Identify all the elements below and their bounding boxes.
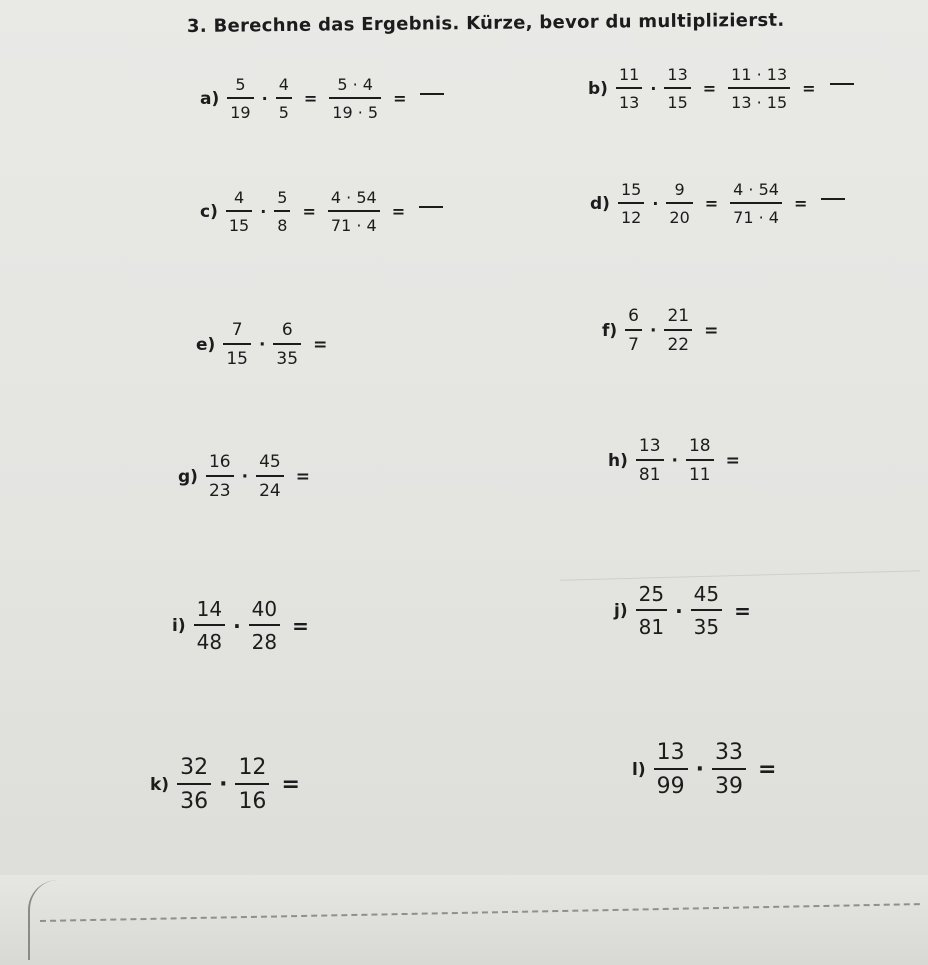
exercise-g (178, 452, 320, 501)
times-sign: · (650, 320, 657, 341)
denominator: 15 (223, 343, 251, 369)
fraction (666, 180, 692, 227)
denominator: 23 (206, 475, 234, 501)
fraction (664, 65, 690, 112)
expanded-fraction (728, 65, 790, 112)
denominator: 71 · 4 (328, 210, 380, 235)
numerator: 4 · 54 (733, 180, 779, 199)
answer-blank[interactable] (419, 206, 443, 208)
denominator: 15 (226, 210, 252, 235)
times-sign: · (241, 466, 249, 487)
numerator: 16 (208, 452, 231, 472)
equals-sign: = (704, 320, 719, 341)
exercise-f (602, 306, 728, 355)
paper-crease (560, 570, 920, 580)
numerator: 11 (618, 65, 640, 84)
fraction (686, 436, 714, 485)
numerator: 40 (251, 597, 278, 621)
numerator: 25 (638, 582, 665, 606)
fraction (177, 755, 211, 814)
numerator: 18 (688, 436, 711, 456)
numerator: 9 (674, 180, 685, 199)
exercise-l (632, 740, 786, 799)
fraction (636, 582, 667, 639)
denominator: 13 (616, 87, 642, 112)
exercise-label: d) (590, 193, 610, 214)
times-sign: · (650, 79, 657, 98)
exercise-label: b) (588, 78, 608, 99)
denominator: 35 (273, 343, 301, 369)
numerator: 6 (281, 320, 293, 340)
equals-sign: = (391, 202, 406, 221)
denominator: 19 · 5 (329, 97, 381, 122)
numerator: 12 (238, 755, 267, 780)
exercise-d (590, 180, 845, 227)
fraction (616, 65, 642, 112)
denominator: 8 (274, 210, 290, 235)
numerator: 45 (693, 582, 720, 606)
numerator: 33 (714, 740, 743, 765)
equals-sign: = (281, 772, 300, 797)
denominator: 48 (194, 624, 225, 654)
denominator: 39 (712, 768, 746, 799)
times-sign: · (695, 757, 704, 782)
fraction (273, 320, 301, 369)
equals-sign: = (725, 450, 740, 471)
numerator: 6 (628, 306, 639, 326)
exercise-label: l) (632, 759, 646, 780)
times-sign: · (671, 450, 678, 471)
equals-sign: = (734, 598, 751, 623)
denominator: 20 (666, 202, 692, 227)
denominator: 36 (177, 783, 211, 814)
fraction (654, 740, 688, 799)
exercise-a (200, 75, 444, 122)
times-sign: · (652, 194, 659, 213)
fraction (227, 75, 253, 122)
equals-sign: = (757, 757, 777, 782)
times-sign: · (258, 334, 266, 355)
denominator: 12 (618, 202, 644, 227)
numerator: 4 (278, 75, 289, 94)
fraction (691, 582, 722, 639)
fraction (194, 597, 225, 654)
denominator: 15 (664, 87, 690, 112)
fraction (235, 755, 269, 814)
denominator: 19 (227, 97, 253, 122)
exercise-label: h) (608, 450, 628, 471)
exercise-k (150, 755, 310, 814)
denominator: 5 (276, 97, 292, 122)
equals-sign: = (702, 79, 717, 98)
denominator: 81 (636, 609, 667, 639)
answer-blank[interactable] (830, 83, 854, 85)
equals-sign: = (704, 194, 719, 213)
expanded-fraction (328, 188, 380, 235)
numerator: 15 (620, 180, 642, 199)
denominator: 24 (256, 475, 284, 501)
numerator: 5 (235, 75, 246, 94)
numerator: 14 (196, 597, 223, 621)
exercise-h (608, 436, 750, 485)
exercise-b (588, 65, 854, 112)
numerator: 13 (638, 436, 661, 456)
fraction (664, 306, 692, 355)
numerator: 5 · 4 (337, 75, 373, 94)
numerator: 4 · 54 (330, 188, 377, 207)
numerator: 21 (667, 306, 690, 326)
exercise-label: k) (150, 774, 170, 795)
equals-sign: = (802, 79, 816, 98)
denominator: 99 (654, 768, 688, 799)
exercise-label: e) (196, 334, 216, 355)
exercise-i (172, 597, 319, 654)
times-sign: · (233, 613, 241, 638)
exercise-j (614, 582, 761, 639)
fraction (618, 180, 644, 227)
exercise-label: j) (614, 600, 628, 621)
equals-sign: = (313, 334, 328, 355)
equals-sign: = (793, 194, 808, 213)
equals-sign: = (292, 613, 309, 638)
fraction (223, 320, 251, 369)
exercise-label: f) (602, 320, 618, 341)
answer-blank[interactable] (420, 93, 444, 95)
fraction (226, 188, 252, 235)
expanded-fraction (730, 180, 782, 227)
fraction (274, 188, 290, 235)
equals-sign: = (393, 89, 407, 108)
fraction (256, 452, 284, 501)
times-sign: · (260, 202, 267, 221)
expanded-fraction (329, 75, 381, 122)
equals-sign: = (303, 89, 318, 108)
times-sign: · (675, 598, 683, 623)
denominator: 7 (625, 329, 642, 355)
exercise-label: g) (178, 466, 198, 487)
exercise-label: c) (200, 201, 218, 222)
fraction (625, 306, 642, 355)
fraction (636, 436, 664, 485)
numerator: 11 · 13 (731, 65, 788, 84)
numerator: 13 (656, 740, 685, 765)
numerator: 45 (259, 452, 281, 472)
numerator: 7 (231, 320, 243, 340)
denominator: 71 · 4 (730, 202, 782, 227)
fraction (249, 597, 280, 654)
exercise-title: 3. Berechne das Ergebnis. Kürze, bevor du multiplizierst. (186, 9, 785, 37)
times-sign: · (261, 89, 268, 108)
equals-sign: = (295, 466, 310, 487)
exercise-label: i) (172, 615, 186, 636)
fraction (206, 452, 234, 501)
denominator: 11 (686, 459, 714, 485)
denominator: 28 (249, 624, 280, 654)
numerator: 4 (233, 188, 245, 207)
numerator: 13 (667, 65, 688, 84)
equals-sign: = (302, 202, 316, 221)
denominator: 22 (664, 329, 692, 355)
answer-blank[interactable] (821, 198, 845, 200)
exercise-label: a) (200, 88, 220, 109)
denominator: 16 (235, 783, 269, 814)
times-sign: · (219, 772, 228, 797)
denominator: 81 (636, 459, 664, 485)
fraction (712, 740, 746, 799)
denominator: 13 · 15 (728, 87, 790, 112)
numerator: 5 (277, 188, 288, 207)
fraction (276, 75, 292, 122)
exercise-c (200, 188, 443, 235)
exercise-e (196, 320, 337, 369)
numerator: 32 (180, 755, 209, 780)
denominator: 35 (691, 609, 722, 639)
